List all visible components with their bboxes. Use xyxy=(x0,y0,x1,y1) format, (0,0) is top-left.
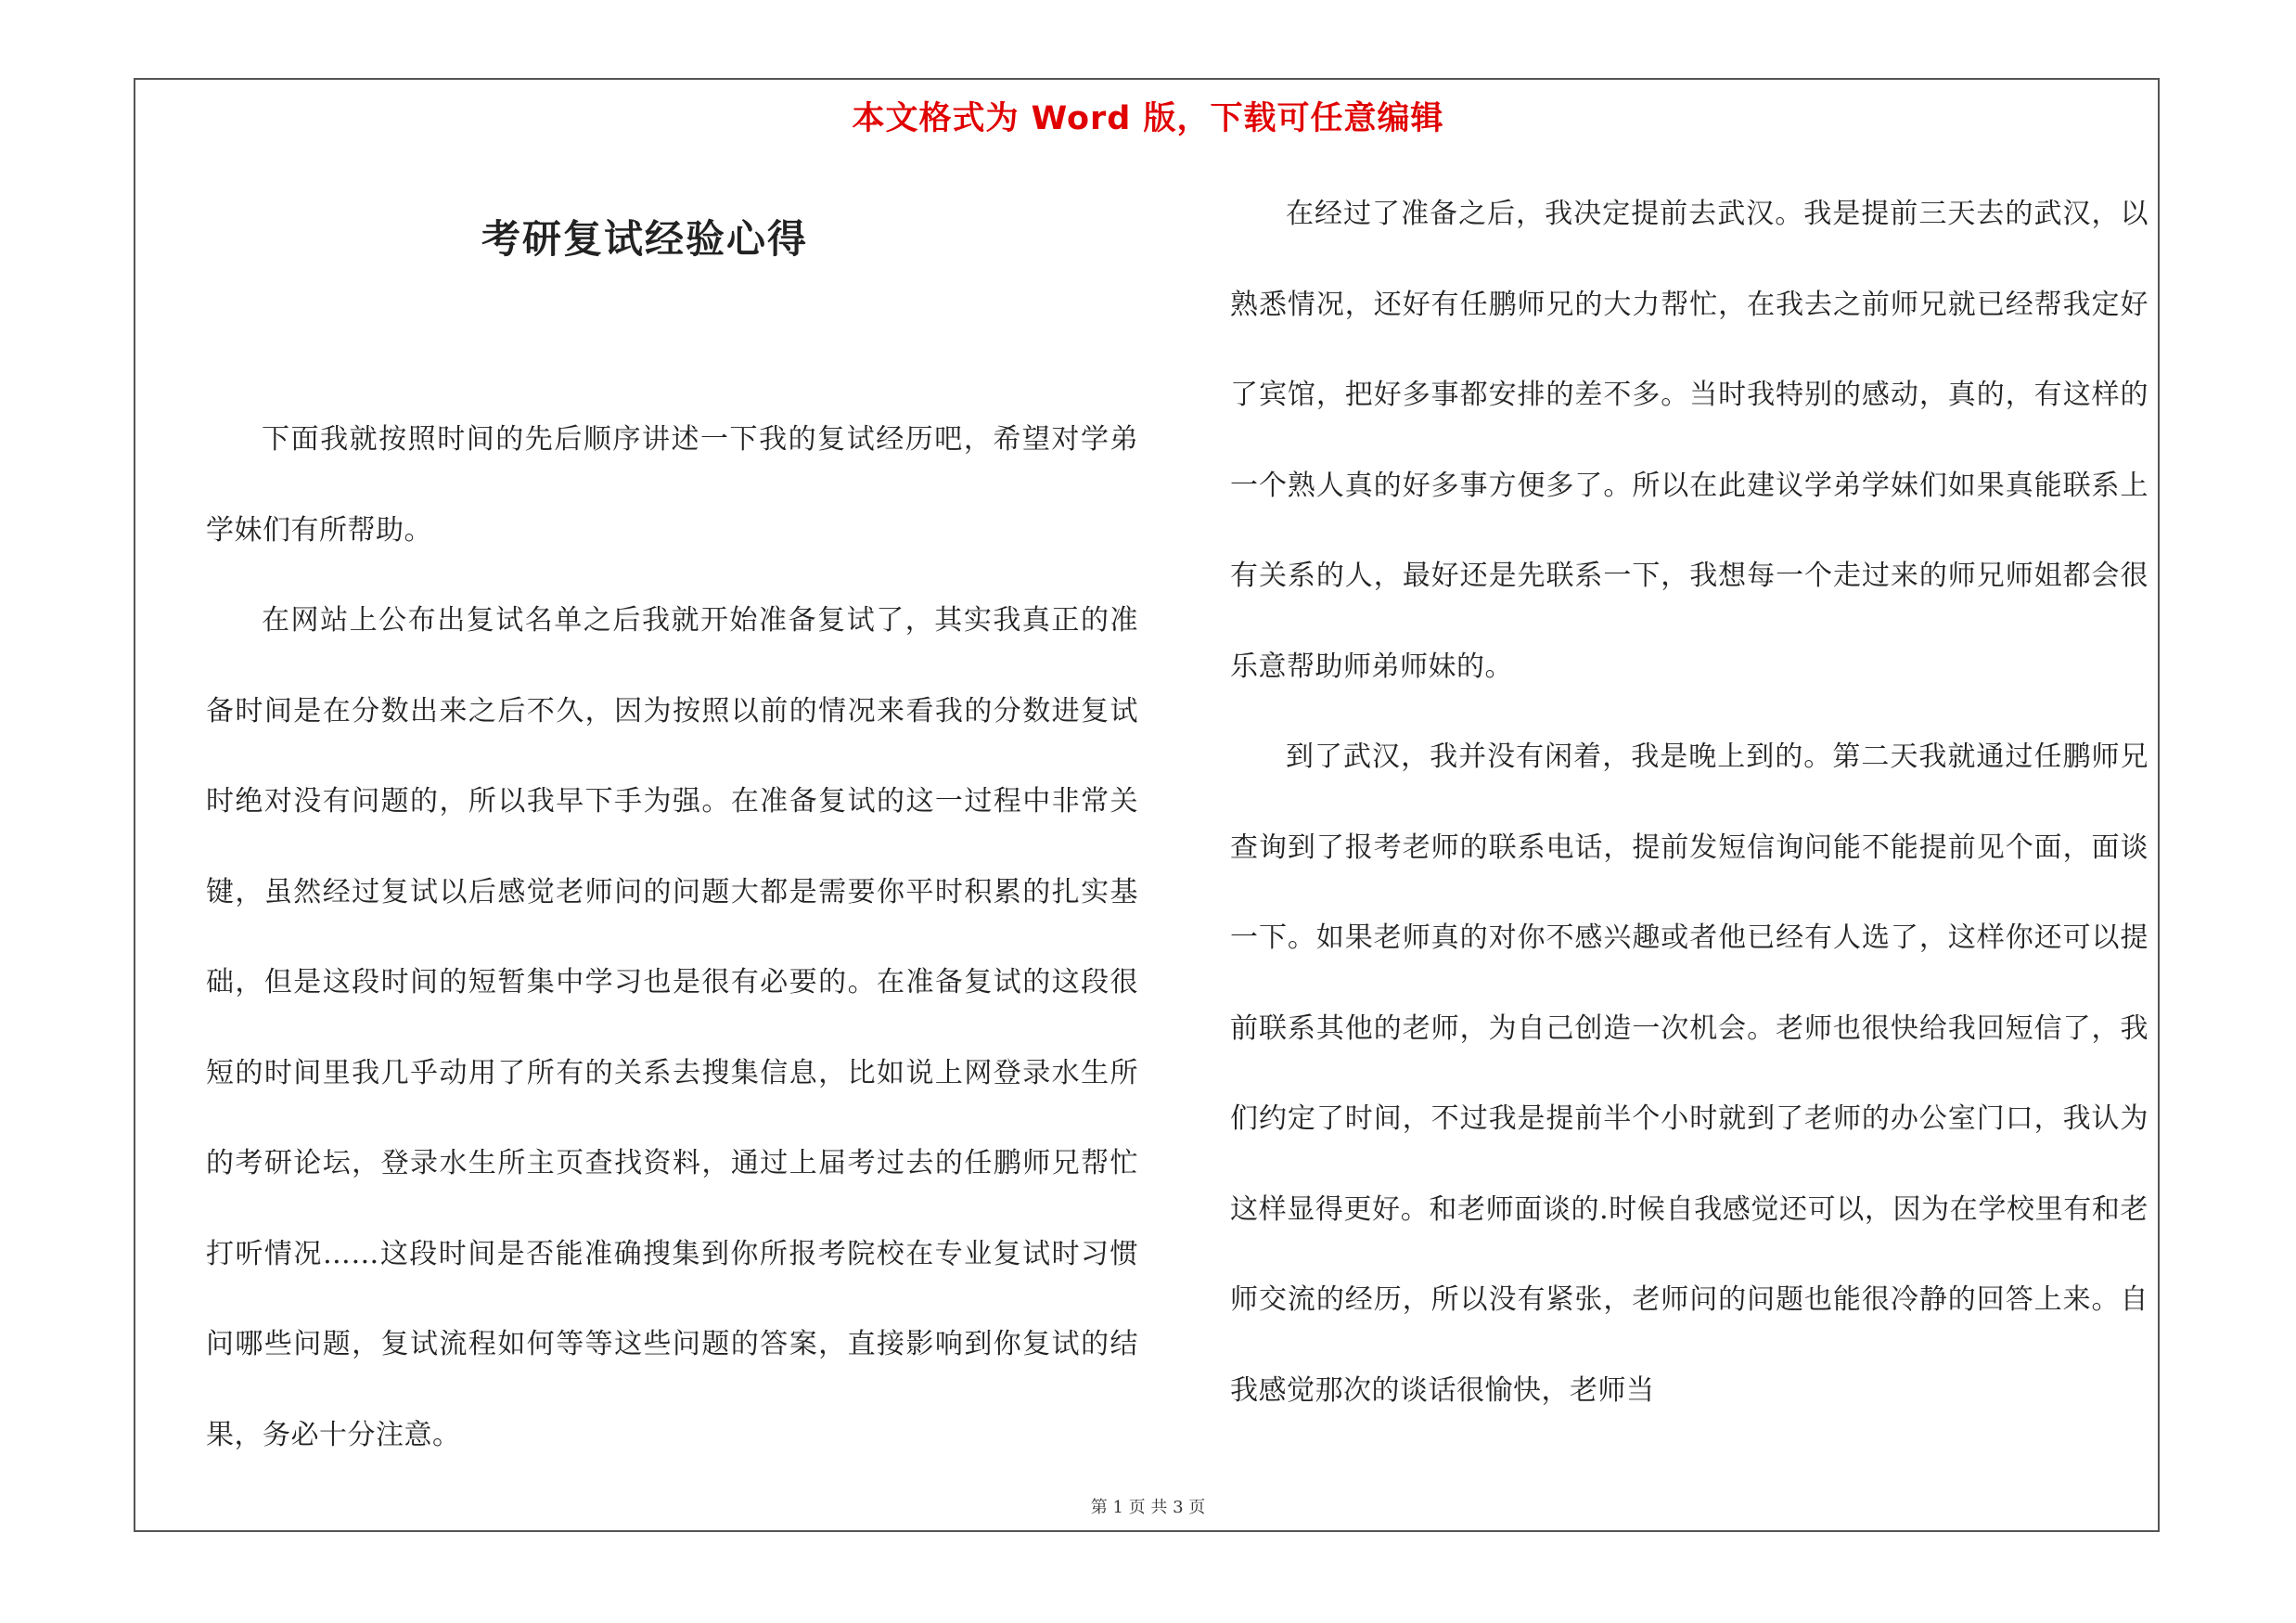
paragraph: 到了武汉，我并没有闲着，我是晚上到的。第二天我就通过任鹏师兄查询到了报考老师的联系电话，提前发短信询问能不能提前见个面，面谈一下。如果老师真的对你不感兴趣或者他已经有人选了，这样你还可以提前联系其他的老师，为自己创造一次机会。老师也很快给我回短信了，我们约定了时间，不过我是提前半个小时就到了老师的办公室门口，我认为这样显得更好。和老师面谈的.时候自我感觉还可以，因为在学校里有和老师交流的经历，所以没有紧张，老师问的问题也能很冷静的回答上来。自我感觉那次的谈话很愉快，老师当 xyxy=(1230,741,2148,1407)
document-title: 考研复试经验心得 xyxy=(481,216,808,262)
paragraph: 在经过了准备之后，我决定提前去武汉。我是提前三天去的武汉，以熟悉情况，还好有任鹏师兄的大力帮忙，在我去之前师兄就已经帮我定好了宾馆，把好多事都安排的差不多。当时我特别的感动，真的，有这样的一个熟人真的好多事方便多了。所以在此建议学弟学妹们如果真能联系上有关系的人，最好还是先联系一下，我想每一个走过来的师兄师姐都会很乐意帮助师弟师妹的。 xyxy=(1230,198,2148,683)
paragraph: 在网站上公布出复试名单之后我就开始准备复试了，其实我真正的准备时间是在分数出来之后不久，因为按照以前的情况来看我的分数进复试时绝对没有问题的，所以我早下手为强。在准备复试的这一过程中非常关键，虽然经过复试以后感觉老师问的问题大都是需要你平时积累的扎实基础，但是这段时间的短暂集中学习也是很有必要的。在准备复试的这段很短的时间里我几乎动用了所有的关系去搜集信息，比如说上网登录水生所的考研论坛，登录水生所主页查找资料，通过上届考过去的任鹏师兄帮忙打听情况……这段时间是否能准确搜集到你所报考院校在专业复试时习惯问哪些问题，复试流程如何等等这些问题的答案，直接影响到你复试的结果，务必十分注意。 xyxy=(206,604,1138,1451)
right-column xyxy=(1230,169,2148,1436)
left-column xyxy=(206,394,1138,1480)
paragraph: 下面我就按照时间的先后顺序讲述一下我的复试经历吧，希望对学弟学妹们有所帮助。 xyxy=(206,423,1138,547)
page-number-footer: 第 1 页 共 3 页 xyxy=(1090,1498,1206,1517)
editable-word-banner: 本文格式为 Word 版，下载可任意编辑 xyxy=(852,100,1444,137)
